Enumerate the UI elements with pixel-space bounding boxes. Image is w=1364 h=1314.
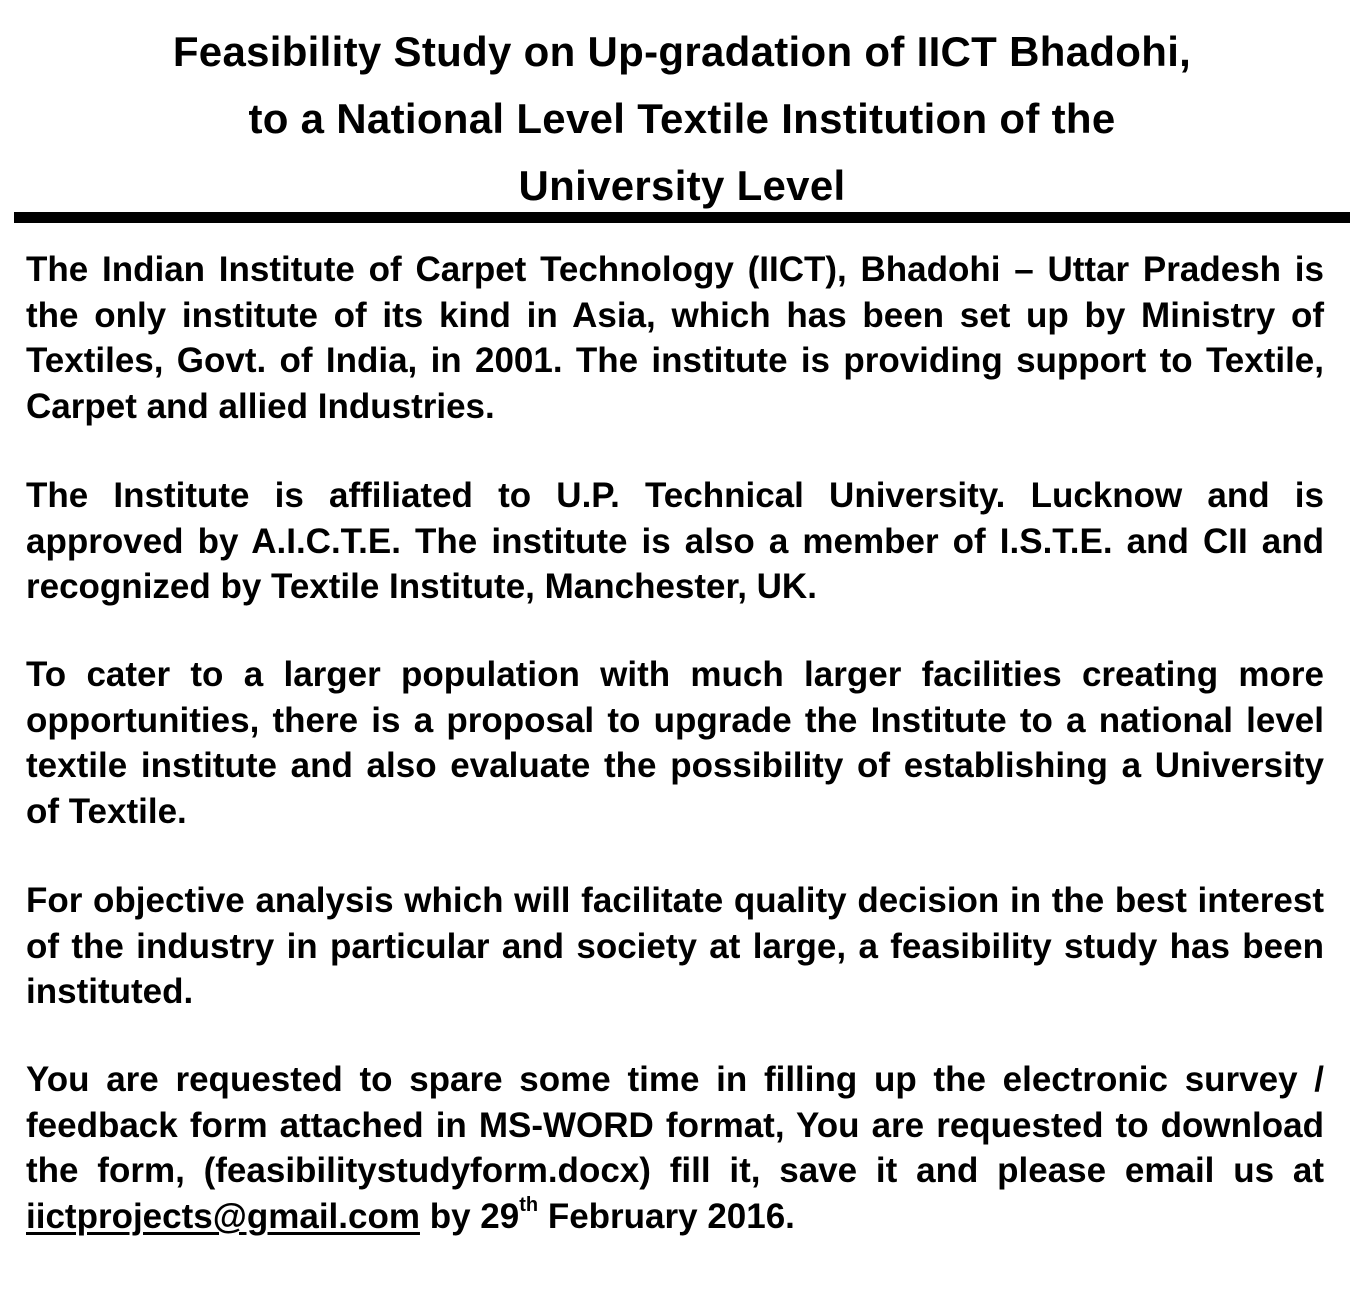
paragraph-upgrade-proposal: To cater to a larger population with much larger facilities creating more opportunities, there is a proposal to upgrade the Institute to a national level textile institute and also evaluate the possibility of establishing a University of Textile.	[26, 655, 1324, 831]
paragraph-feedback-request	[26, 1057, 1324, 1239]
title-line-1: Feasibility Study on Up-gradation of IICT Bhadohi,	[172, 28, 1192, 75]
feedback-request-text: You are requested to spare some time in filling up the electronic survey / feedback form attached in MS-WORD format, You are requested to download the form, (feasibilitystudyform.docx) fill it, save it and please email us at	[26, 1060, 1324, 1191]
deadline-prefix: by 29	[419, 1196, 520, 1236]
date-superscript: th	[519, 1194, 539, 1217]
document-title	[14, 18, 1350, 219]
paragraph-institute-intro: The Indian Institute of Carpet Technology (IICT), Bhadohi – Uttar Pradesh is the only institute of its kind in Asia, which has been set up by Ministry of Textiles, Govt. of India, in 2001. The institute is providing support to Textile, Carpet and allied Industries.	[26, 250, 1324, 426]
deadline-suffix: February 2016.	[538, 1196, 795, 1236]
title-divider	[14, 212, 1350, 223]
paragraph-affiliation: The Institute is affiliated to U.P. Technical University. Lucknow and is approved by A.I.C.T.E. The institute is also a member of I.S.T.E. and CII and recognized by Textile Institute, Manchester, UK.	[26, 476, 1324, 607]
email-link[interactable]: iictprojects@gmail.com	[26, 1196, 420, 1236]
title-line-3: University Level	[518, 162, 846, 209]
paragraph-study-purpose: For objective analysis which will facilitate quality decision in the best interest of the industry in particular and society at large, a feasibility study has been instituted.	[26, 881, 1324, 1012]
title-line-2: to a National Level Textile Institution of the	[248, 95, 1116, 142]
